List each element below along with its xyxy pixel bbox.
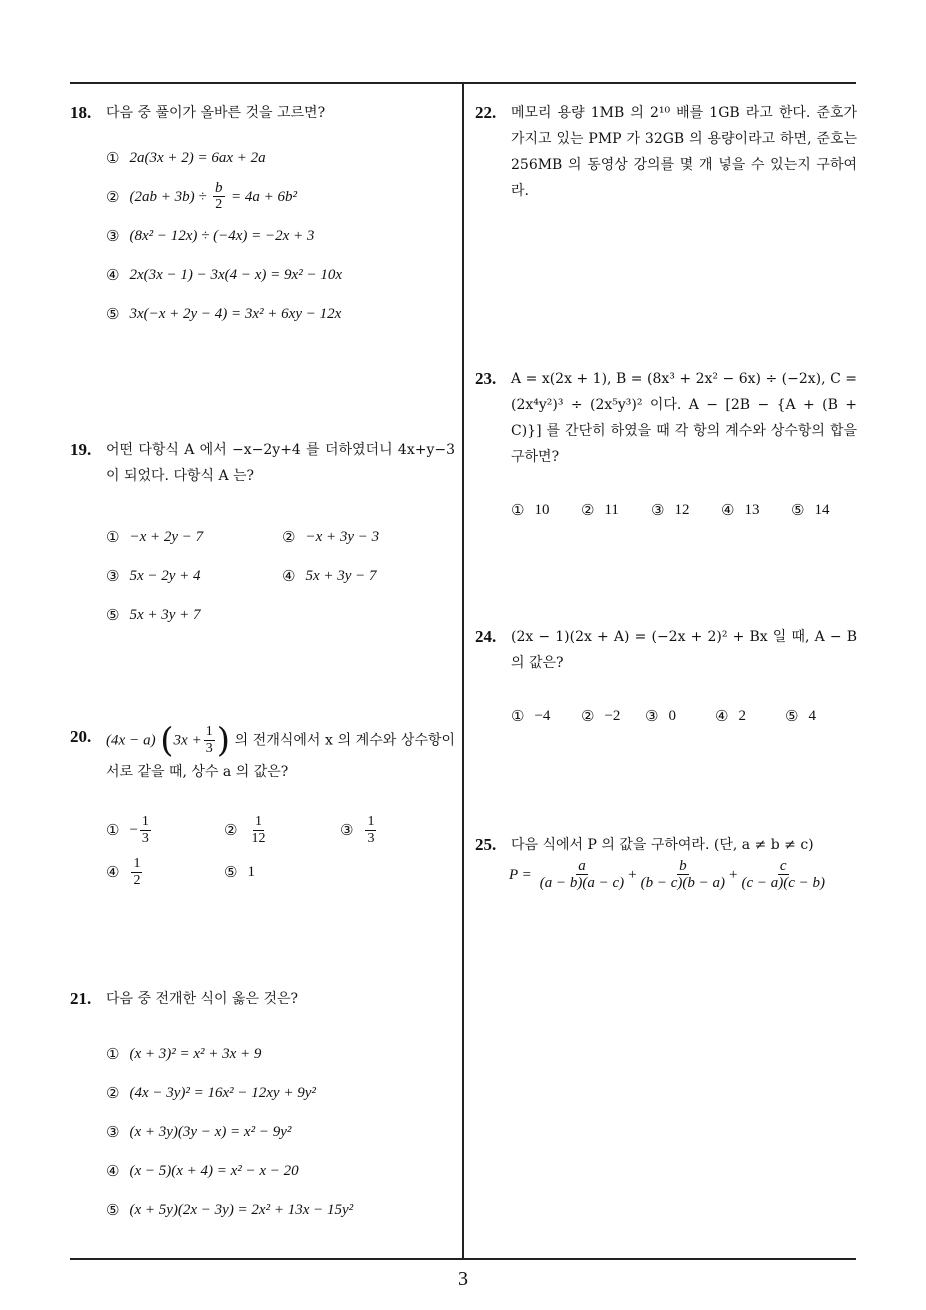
option-2[interactable]: ② 11 xyxy=(581,500,619,519)
bottom-rule xyxy=(70,1258,856,1260)
question-23 xyxy=(475,366,857,529)
fraction-term-c: $\frac{c}{(c - a)(c - b)}$ xyxy=(741,858,826,891)
question-21 xyxy=(70,986,455,1229)
page-number: 3 xyxy=(458,1268,468,1290)
option-3[interactable]: ③ 0 xyxy=(645,706,676,725)
option-5[interactable]: ⑤ 5x + 3y + 7 xyxy=(106,605,201,624)
question-number: 18. xyxy=(70,103,92,122)
option-4[interactable]: ④ 5x + 3y − 7 xyxy=(282,566,377,585)
question-18 xyxy=(70,100,455,333)
options xyxy=(106,809,455,893)
option-4[interactable]: ④ 13 xyxy=(721,500,760,519)
fraction: $\frac{b}{2}$ xyxy=(215,180,223,212)
fraction-term-b: $\frac{b}{(b - c)(b - a)}$ xyxy=(640,858,726,891)
option-3[interactable]: ③ 5x − 2y + 4 xyxy=(106,566,201,585)
question-text: 메모리 용량 1MB 의 2¹⁰ 배를 1GB 라고 한다. 준호가 가지고 있는 PMP 가 32GB 의 용량이라고 하면, 준호는 256MB 의 동영상 강의를 몇 개 넣을 수 있는지 구하여라. xyxy=(511,105,857,199)
option-2[interactable]: ② −x + 3y − 3 xyxy=(282,527,380,546)
option-1[interactable]: ① 2a(3x + 2) = 6ax + 2a xyxy=(106,148,266,167)
question-20 xyxy=(70,720,456,893)
question-text: 어떤 다항식 A 에서 −x−2y+4 를 더하였더니 4x+y−3 이 되었다. 다항식 A 는? xyxy=(106,442,455,484)
option-1[interactable]: ① 10 xyxy=(511,500,550,519)
fraction: $\frac{1}{3}$ xyxy=(205,724,213,756)
option-3[interactable]: ③ (x + 3y)(3y − x) = x² − 9y² xyxy=(106,1122,292,1141)
option-4[interactable]: ④ 2x(3x − 1) − 3x(4 − x) = 9x² − 10x xyxy=(106,265,342,284)
option-2[interactable]: ② −2 xyxy=(581,706,621,725)
option-1[interactable]: ① (x + 3)² = x² + 3x + 9 xyxy=(106,1044,262,1063)
question-number: 21. xyxy=(70,989,92,1008)
question-number: 20. xyxy=(70,727,92,746)
option-1[interactable]: ① −x + 2y − 7 xyxy=(106,527,204,546)
question-text: 다음 중 전개한 식이 옳은 것은? xyxy=(106,991,299,1007)
question-text: (4x − a) (3x + $\frac{1}{3}$ ) 의 전개식에서 x 의 계수와 상수항이 서로 같을 때, 상수 a 의 값은? xyxy=(106,720,456,780)
options xyxy=(511,490,857,529)
option-1[interactable]: ① − $\frac{1}{3}$ xyxy=(106,813,149,846)
option-2[interactable]: ② (2ab + 3b) ÷ $\frac{b}{2}$ = 4a + 6b² xyxy=(106,180,297,212)
option-4[interactable]: ④ 2 xyxy=(715,706,746,725)
column-divider xyxy=(462,82,464,1260)
question-text: 다음 중 풀이가 올바른 것을 고르면? xyxy=(106,105,326,121)
option-5[interactable]: ⑤ 4 xyxy=(785,706,816,725)
question-number: 25. xyxy=(475,835,497,854)
option-5[interactable]: ⑤ 3x(−x + 2y − 4) = 3x² + 6xy − 12x xyxy=(106,304,342,323)
option-1[interactable]: ① −4 xyxy=(511,706,551,725)
question-number: 23. xyxy=(475,369,497,388)
question-number: 24. xyxy=(475,627,497,646)
question-24 xyxy=(475,624,857,735)
question-25 xyxy=(475,832,857,891)
option-5[interactable]: ⑤ 1 xyxy=(224,863,255,881)
options xyxy=(106,1034,455,1229)
options xyxy=(106,517,455,634)
question-number: 22. xyxy=(475,103,497,122)
option-5[interactable]: ⑤ (x + 5y)(2x − 3y) = 2x² + 13x − 15y² xyxy=(106,1200,354,1219)
question-text: (2x − 1)(2x + A) = (−2x + 2)² + Bx 일 때, A − B 의 값은? xyxy=(511,629,857,671)
options xyxy=(106,138,455,333)
fraction-term-a: $\frac{a}{(a - b)(a - c)}$ xyxy=(539,858,625,891)
option-3[interactable]: ③ $\frac{1}{3}$ xyxy=(340,813,375,846)
option-4[interactable]: ④ $\frac{1}{2}$ xyxy=(106,855,141,888)
option-2[interactable]: ② $\frac{1}{12}$ xyxy=(224,813,266,846)
question-text: 다음 식에서 P 의 값을 구하여라. (단, a ≠ b ≠ c) xyxy=(511,837,814,853)
options xyxy=(511,696,857,735)
question-22 xyxy=(475,100,857,204)
option-5[interactable]: ⑤ 14 xyxy=(791,500,830,519)
question-number: 19. xyxy=(70,440,92,459)
option-4[interactable]: ④ (x − 5)(x + 4) = x² − x − 20 xyxy=(106,1161,299,1180)
equation: P = $\frac{a}{(a - b)(a - c)}$ + $\frac{b}{(b - c)(b - a)}$ + $\frac{c}{(c - a)(c - b)}$ xyxy=(509,858,826,891)
question-text: A = x(2x + 1), B = (8x³ + 2x² − 6x) ÷ (−2x), C = (2x⁴y²)³ ÷ (2x⁵y³)² 이다. A − [2B − {A + (B + C)}] 를 간단히 하였을 때 각 항의 계수와 상수항의 합을 구하면? xyxy=(511,371,857,465)
question-19 xyxy=(70,437,455,634)
option-2[interactable]: ② (4x − 3y)² = 16x² − 12xy + 9y² xyxy=(106,1083,316,1102)
option-3[interactable]: ③ 12 xyxy=(651,500,690,519)
option-3[interactable]: ③ (8x² − 12x) ÷ (−4x) = −2x + 3 xyxy=(106,226,315,245)
